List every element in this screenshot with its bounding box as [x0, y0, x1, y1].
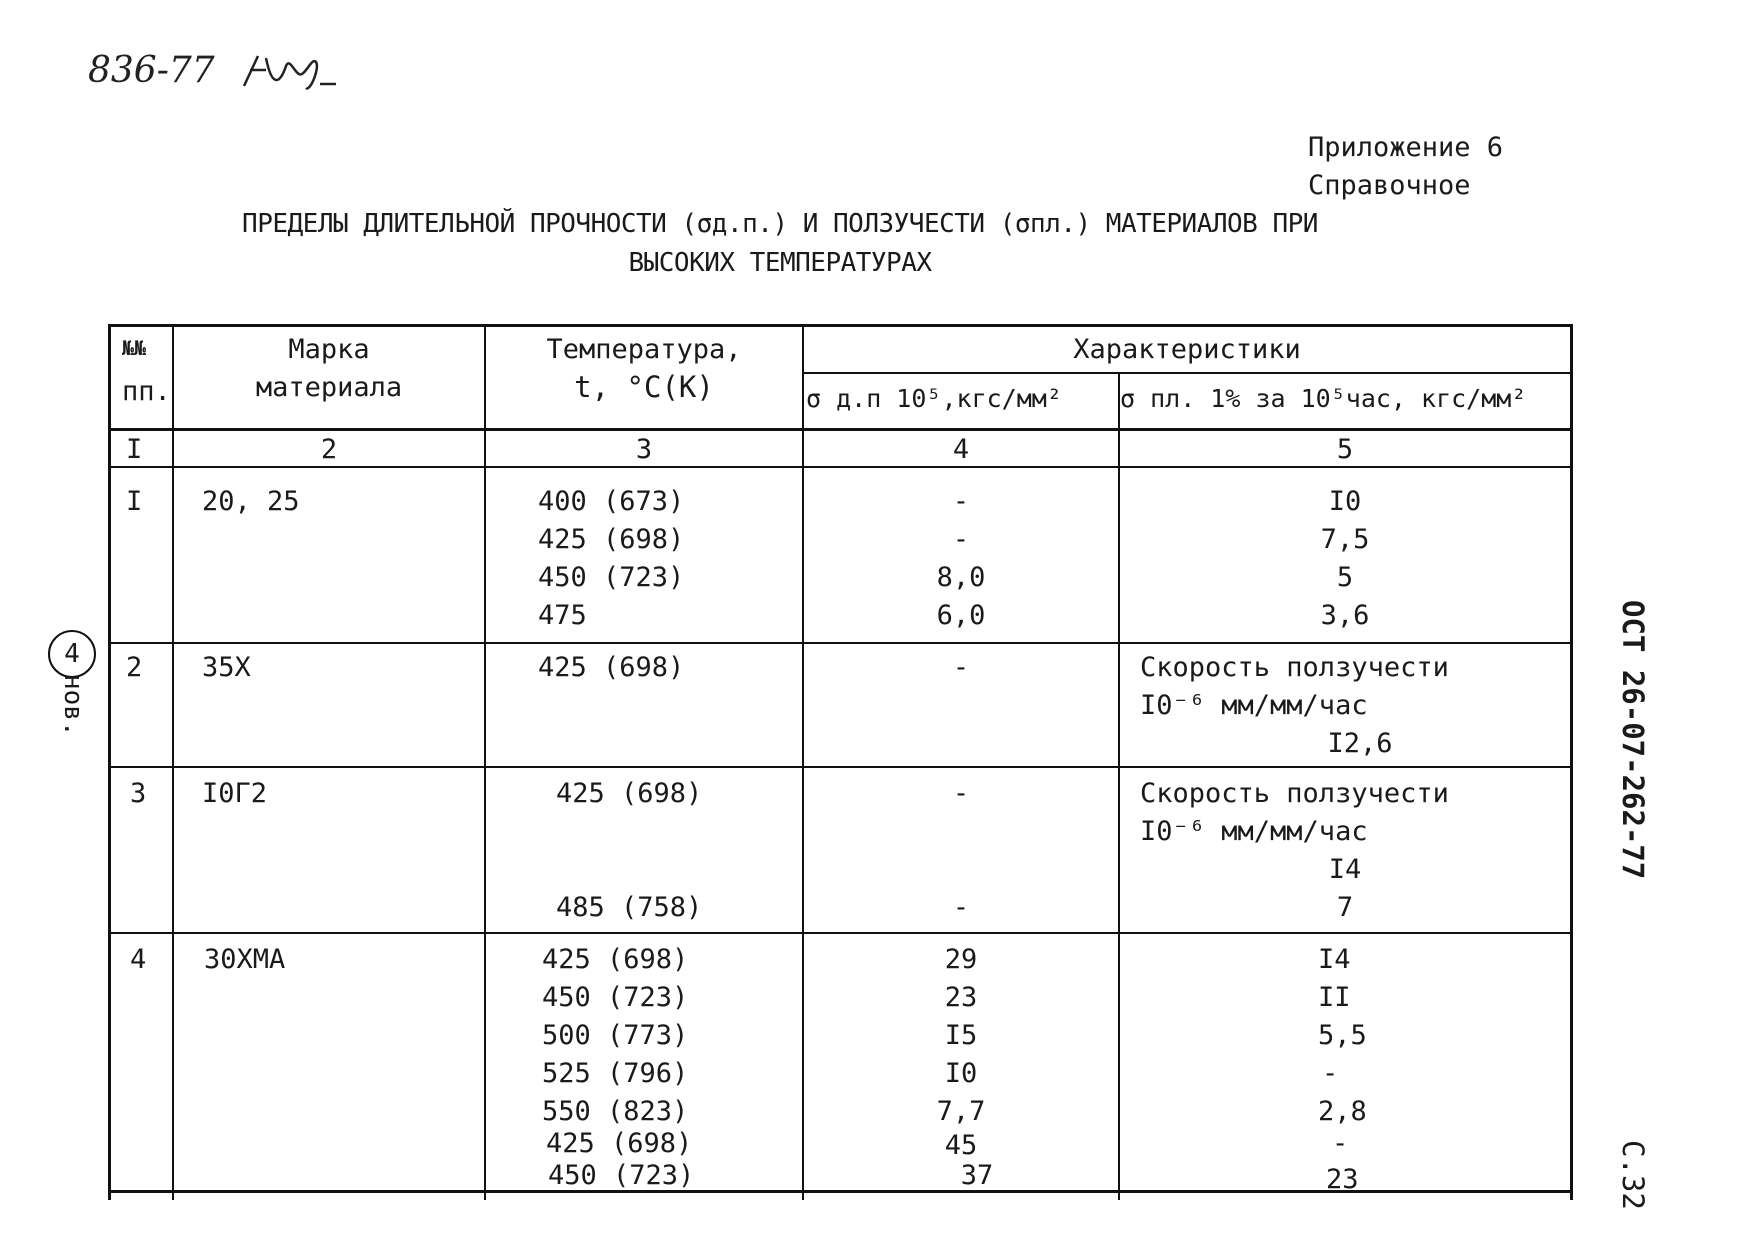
- row-divider: [108, 642, 1573, 644]
- row1-col5: 7,5: [1320, 524, 1370, 555]
- appendix-type: Справочное: [1308, 170, 1471, 201]
- row4-col4: 37: [960, 1160, 994, 1191]
- row4-temp: 450 (723): [542, 982, 689, 1013]
- row1-material: 20, 25: [202, 486, 300, 517]
- handwritten-number: 836-77: [88, 50, 215, 91]
- row4-col5: I4: [1318, 944, 1351, 975]
- row2-number: 2: [126, 652, 143, 683]
- header-temperature-line1: Температура,: [546, 334, 742, 365]
- row2-col4: -: [952, 652, 970, 683]
- document-title-line2: ВЫСОКИХ ТЕМПЕРАТУРАХ: [628, 248, 932, 278]
- row4-col4: 23: [944, 982, 978, 1013]
- row4-temp: 500 (773): [542, 1020, 689, 1051]
- row1-col4: -: [952, 524, 970, 555]
- row3-col4: -: [952, 892, 970, 923]
- header-temperature-line2: t, °C(K): [574, 370, 714, 404]
- row4-col4: 7,7: [936, 1096, 986, 1127]
- row4-number: 4: [130, 944, 147, 975]
- row3-number: 3: [130, 778, 147, 809]
- row1-col5: 3,6: [1320, 600, 1370, 631]
- row4-temp: 525 (796): [542, 1058, 689, 1089]
- row4-col4: I0: [944, 1058, 978, 1089]
- row3-col5: I4: [1328, 854, 1362, 885]
- appendix-label: Приложение 6: [1308, 132, 1504, 163]
- row4-material: 30XMA: [204, 944, 286, 975]
- handwritten-note: [88, 48, 346, 98]
- document-title-line1: ПРЕДЕЛЫ ДЛИТЕЛЬНОЙ ПРОЧНОСТИ (σд.п.) И ПОЛЗУЧЕСТИ (σпл.) МАТЕРИАЛОВ ПРИ: [242, 209, 1318, 239]
- colnum-4: 4: [952, 434, 970, 465]
- row2-col5: I2,6: [1327, 728, 1393, 759]
- colnum-bottom-line: [108, 466, 1573, 468]
- row3-temp: 425 (698): [556, 778, 703, 809]
- row1-temp: 400 (673): [538, 486, 685, 517]
- row3-creep-rate-label: Скорость ползучести: [1140, 778, 1449, 809]
- row1-temp: 475: [538, 600, 587, 631]
- row1-temp: 450 (723): [538, 562, 685, 593]
- row4-col5: -: [1322, 1058, 1339, 1089]
- standard-code: ОСТ 26-07-262-77: [1616, 600, 1650, 880]
- row4-temp: 450 (723): [548, 1160, 695, 1191]
- row3-col5: 7: [1336, 892, 1354, 923]
- row4-col5: 5,5: [1318, 1020, 1367, 1051]
- row4-temp: 425 (698): [546, 1128, 693, 1159]
- row1-col4: 6,0: [936, 600, 986, 631]
- row4-col5: II: [1318, 982, 1351, 1013]
- colnum-5: 5: [1336, 434, 1354, 465]
- row1-temp: 425 (698): [538, 524, 685, 555]
- row1-col4: -: [952, 486, 970, 517]
- signature: [236, 48, 346, 98]
- row1-col5: 5: [1336, 562, 1354, 593]
- header-bottom-line: [108, 428, 1573, 431]
- row4-col4: I5: [944, 1020, 978, 1051]
- row4-col5: -: [1332, 1128, 1349, 1159]
- revision-stamp: 4: [48, 630, 96, 678]
- row4-col4: 45: [944, 1130, 978, 1161]
- row2-temp: 425 (698): [538, 652, 685, 683]
- row4-temp: 425 (698): [542, 944, 689, 975]
- row4-col4: 29: [944, 944, 978, 975]
- row-divider: [108, 766, 1573, 768]
- table-border-left: [108, 324, 111, 1200]
- row2-creep-rate-unit: I0⁻⁶ мм/мм/час: [1140, 690, 1368, 721]
- header-material-line2: материала: [255, 372, 403, 403]
- header-rupture-strength: σ д.п 10⁵,кгс/мм²: [806, 384, 1062, 413]
- row4-col5: 2,8: [1318, 1096, 1367, 1127]
- row2-material: 35X: [202, 652, 251, 683]
- row3-col4: -: [952, 778, 970, 809]
- header-number-line1: №№: [122, 336, 147, 360]
- page-number: С.32: [1616, 1140, 1650, 1210]
- row1-col5: I0: [1328, 486, 1362, 517]
- header-number-line2: пп.: [122, 376, 171, 407]
- row4-temp: 550 (823): [542, 1096, 689, 1127]
- revision-label: нов.: [58, 674, 88, 737]
- row3-creep-rate-unit: I0⁻⁶ мм/мм/час: [1140, 816, 1368, 847]
- header-material-line1: Марка: [288, 334, 370, 365]
- row4-col5: 23: [1326, 1164, 1359, 1195]
- row-divider: [108, 932, 1573, 934]
- row1-col4: 8,0: [936, 562, 986, 593]
- header-creep-limit: σ пл. 1% за 10⁵час, кгс/мм²: [1120, 384, 1527, 413]
- header-divider: [802, 372, 1573, 374]
- row1-number: I: [126, 486, 143, 517]
- row2-creep-rate-label: Скорость ползучести: [1140, 652, 1449, 683]
- row3-temp: 485 (758): [556, 892, 703, 923]
- colnum-1: I: [126, 434, 143, 465]
- row3-material: I0Г2: [202, 778, 268, 809]
- colnum-2: 2: [320, 434, 338, 465]
- table-border-top: [108, 324, 1573, 327]
- colnum-3: 3: [635, 434, 653, 465]
- header-characteristics: Характеристики: [1073, 334, 1301, 365]
- table-border-right: [1570, 324, 1573, 1200]
